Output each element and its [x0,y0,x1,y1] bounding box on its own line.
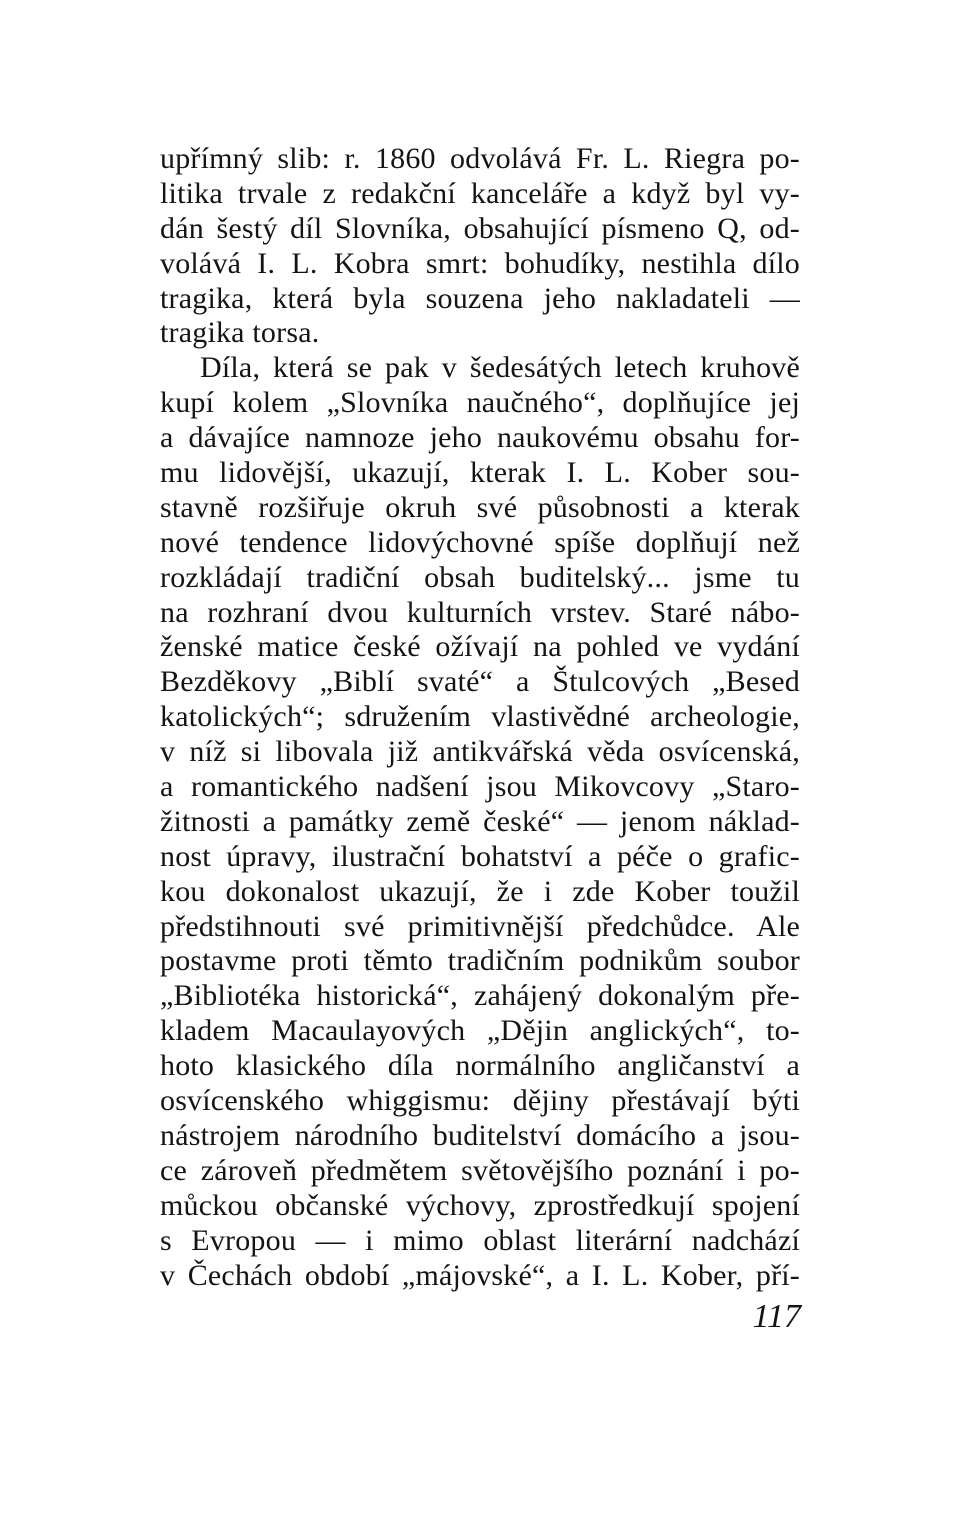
text-line: nost úpravy, ilustrační bohatství a péče o grafic- [160,839,800,873]
text-line: stavně rozšiřuje okruh své působnosti a kterak [160,490,800,524]
text-line: osvícenského whiggismu: dějiny přestávají býti [160,1084,800,1118]
text-line: a romantického nadšení jsou Mikovcovy „Staro- [160,770,800,804]
text-line: v Čechách období „májovské“, a I. L. Kober, pří- [160,1258,800,1292]
text-line: rozkládají tradiční obsah buditelský... jsme tu [160,560,800,594]
text-line: dán šestý díl Slovníka, obsahující písmeno Q, od- [160,211,800,245]
text-line: tragika, která byla souzena jeho nakladateli — [160,281,800,315]
text-line: volává I. L. Kobra smrt: bohudíky, nestihla dílo [160,246,800,280]
text-line: nové tendence lidovýchovné spíše doplňují než [160,525,800,559]
text-line-paragraph-start: Díla, která se pak v šedesátých letech kruhově [200,351,800,385]
page-number: 117 [752,1298,801,1335]
text-line: postavme proti těmto tradičním podnikům soubor [160,944,800,978]
text-line: „Bibliotéka historická“, zahájený dokonalým pře- [160,979,800,1013]
text-line: a dávajíce namnoze jeho naukovému obsahu for- [160,421,800,455]
text-line: hoto klasického díla normálního angličanství a [160,1049,800,1083]
text-line: s Evropou — i mimo oblast literární nadchází [160,1223,800,1257]
text-line: kupí kolem „Slovníka naučného“, doplňujíce jej [160,386,800,420]
body-text [160,142,800,1293]
text-line: upřímný slib: r. 1860 odvolává Fr. L. Riegra po- [160,142,800,175]
text-line: předstihnouti své primitivnější předchůdce. Ale [160,909,800,943]
text-line: nástrojem národního buditelství domácího a jsou- [160,1118,800,1152]
text-line: v níž si libovala již antikvářská věda osvícenská, [160,735,800,769]
text-line: žitnosti a památky země české“ — jenom náklad- [160,804,800,838]
text-line: Bezděkovy „Biblí svaté“ a Štulcových „Besed [160,665,800,699]
text-line: na rozhraní dvou kulturních vrstev. Staré nábo- [160,595,800,629]
text-line: katolických“; sdružením vlastivědné archeologie, [160,700,800,734]
text-line: můckou občanské výchovy, zprostředkují spojení [160,1188,800,1222]
text-line: ženské matice české ožívají na pohled ve vydání [160,630,800,664]
text-line: ce zároveň předmětem světovějšího poznání i po- [160,1153,800,1187]
text-line: mu lidovější, ukazují, kterak I. L. Kober sou- [160,456,800,490]
text-line: litika trvale z redakční kanceláře a když byl vy- [160,176,800,210]
text-line: kladem Macaulayových „Dějin anglických“, to- [160,1014,800,1048]
text-line: tragika torsa. [160,316,320,350]
text-line: kou dokonalost ukazují, že i zde Kober toužil [160,874,800,908]
